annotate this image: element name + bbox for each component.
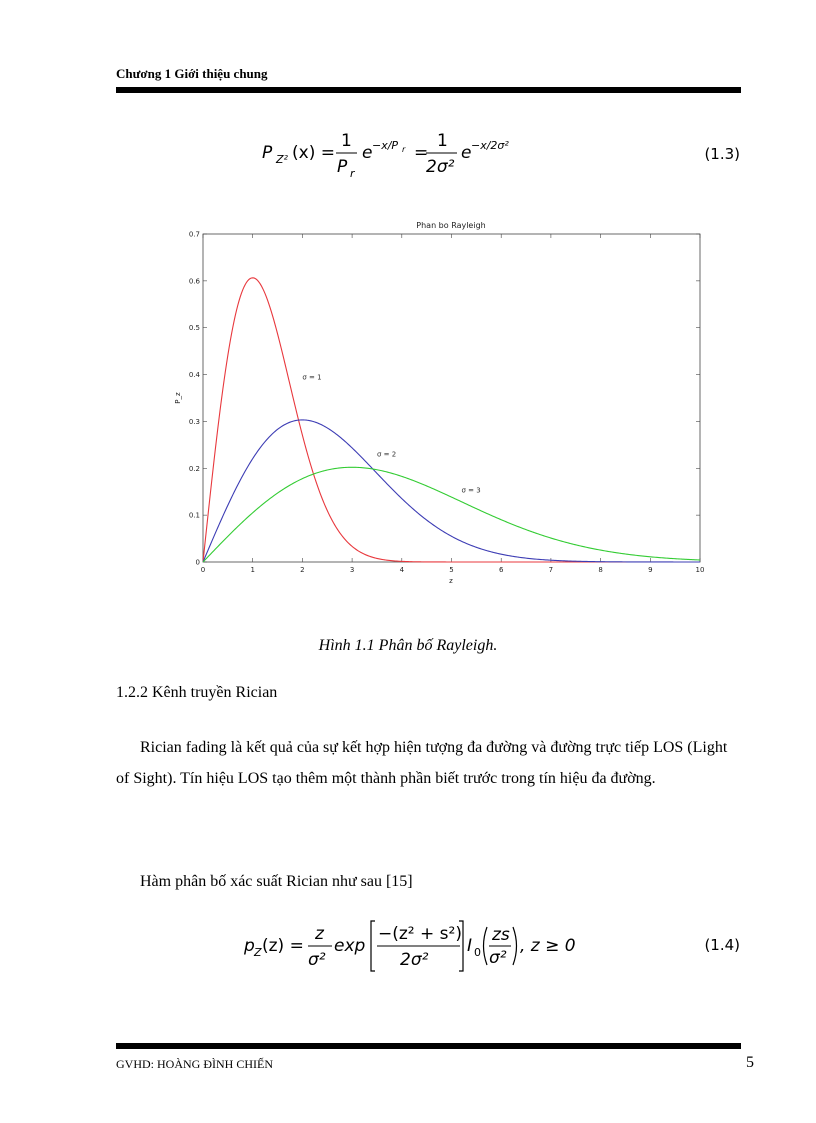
y-tick-label: 0.4 <box>188 371 200 380</box>
series-line-2 <box>203 420 700 562</box>
eq13-lhs-p: P <box>262 143 273 163</box>
eq14-exp: exp <box>334 936 366 956</box>
header-rule <box>116 87 741 93</box>
eq13-exp1-power: −x/P <box>372 139 399 152</box>
eq13-exp1-base: e <box>362 143 373 163</box>
eq13-lhs-sub: Z² <box>276 153 288 166</box>
x-tick-label: 10 <box>695 566 705 574</box>
x-tick-label: 8 <box>598 566 603 574</box>
equation-1-4 <box>0 915 816 975</box>
footer-advisor: GVHD: HOÀNG ĐÌNH CHIẾN <box>116 1057 273 1071</box>
eq14-paren-num: zs <box>492 925 510 945</box>
x-tick-label: 5 <box>449 566 454 574</box>
series-line-3 <box>203 467 700 562</box>
axis-ticks <box>189 231 705 575</box>
series-labels <box>302 373 480 494</box>
eq14-paren-right <box>513 927 517 965</box>
paragraph-1 <box>116 732 741 794</box>
y-axis-label: P_z <box>174 392 182 404</box>
eq14-bessel-sub: 0 <box>474 946 481 959</box>
series-line-1 <box>203 278 700 562</box>
plot-frame <box>203 234 700 562</box>
eq13-exp1-power-sub: r <box>402 145 406 154</box>
eq13-exp2-power: −x/2σ² <box>471 139 509 152</box>
figure-caption: Hình 1.1 Phân bố Rayleigh. <box>318 637 498 654</box>
eq14-paren-left <box>484 927 488 965</box>
x-axis-label: z <box>449 577 453 585</box>
x-tick-label: 3 <box>349 566 355 574</box>
paragraph-2: Hàm phân bố xác suất Rician như sau [15] <box>140 873 413 890</box>
y-tick-label: 0.5 <box>188 324 200 333</box>
x-tick-label: 2 <box>300 566 305 574</box>
eq14-condition: , z ≥ 0 <box>520 936 576 956</box>
equation-1-3 <box>0 126 816 186</box>
y-tick-label: 0.3 <box>188 417 200 426</box>
series-label-1: σ = 1 <box>302 373 322 382</box>
footer-rule <box>116 1043 741 1049</box>
rayleigh-figure <box>160 215 720 595</box>
eq14-lhs-sub: Z <box>254 946 262 959</box>
chart-title: Phan bo Rayleigh <box>416 221 486 230</box>
x-tick-label: 7 <box>548 566 554 574</box>
page-number: 5 <box>746 1054 754 1071</box>
y-tick-label: 0 <box>195 558 200 567</box>
series-label-2: σ = 2 <box>376 450 397 459</box>
equation-1-4-svg <box>0 915 816 975</box>
eq13-frac2-num: 1 <box>437 131 448 151</box>
eq14-frac1-den: σ² <box>308 950 326 970</box>
eq13-equals: = <box>414 143 429 163</box>
eq14-frac1-num: z <box>315 924 324 944</box>
eq14-bessel: I <box>467 936 473 956</box>
x-tick-label: 4 <box>399 566 405 574</box>
eq13-number: (1.3) <box>704 145 740 163</box>
y-tick-label: 0.6 <box>188 277 200 286</box>
eq14-bracket-left <box>371 921 375 971</box>
eq13-frac1-num: 1 <box>341 131 352 151</box>
eq14-lhs-arg: (z) = <box>262 936 304 956</box>
y-tick-label: 0.2 <box>188 464 200 473</box>
eq13-lhs-arg: (x) = <box>292 143 335 163</box>
eq14-paren-den: σ² <box>489 948 507 968</box>
eq14-bracket-num: −(z² + s²) <box>378 924 462 944</box>
section-heading: 1.2.2 Kênh truyền Rician <box>116 684 278 701</box>
x-tick-label: 1 <box>250 566 255 574</box>
curves <box>203 278 700 562</box>
eq13-frac2-den: 2σ² <box>426 157 455 177</box>
y-tick-label: 0.7 <box>188 230 200 239</box>
series-label-3: σ = 3 <box>461 486 481 495</box>
eq13-exp2-base: e <box>461 143 472 163</box>
paragraph-1-text: Rician fading là kết quả của sự kết hợp hiện tượng đa đường và đường trực tiếp LOS (Light of Sight). Tín hiệu LOS tạo thêm một thành phần biết trước trong tín hiệu đa đường. <box>116 739 728 787</box>
eq13-frac1-den: P <box>337 157 348 177</box>
rayleigh-chart <box>160 215 720 595</box>
x-tick-label: 9 <box>648 566 653 574</box>
eq13-frac1-den-sub: r <box>350 167 355 180</box>
chapter-header: Chương 1 Giới thiệu chung <box>116 66 268 81</box>
x-tick-label: 6 <box>498 566 504 574</box>
equation-1-3-svg <box>0 126 816 186</box>
eq14-bracket-den: 2σ² <box>400 950 429 970</box>
eq14-number: (1.4) <box>704 936 740 954</box>
y-tick-label: 0.1 <box>188 511 200 520</box>
x-tick-label: 0 <box>200 566 206 574</box>
eq14-lhs: p <box>244 936 255 956</box>
